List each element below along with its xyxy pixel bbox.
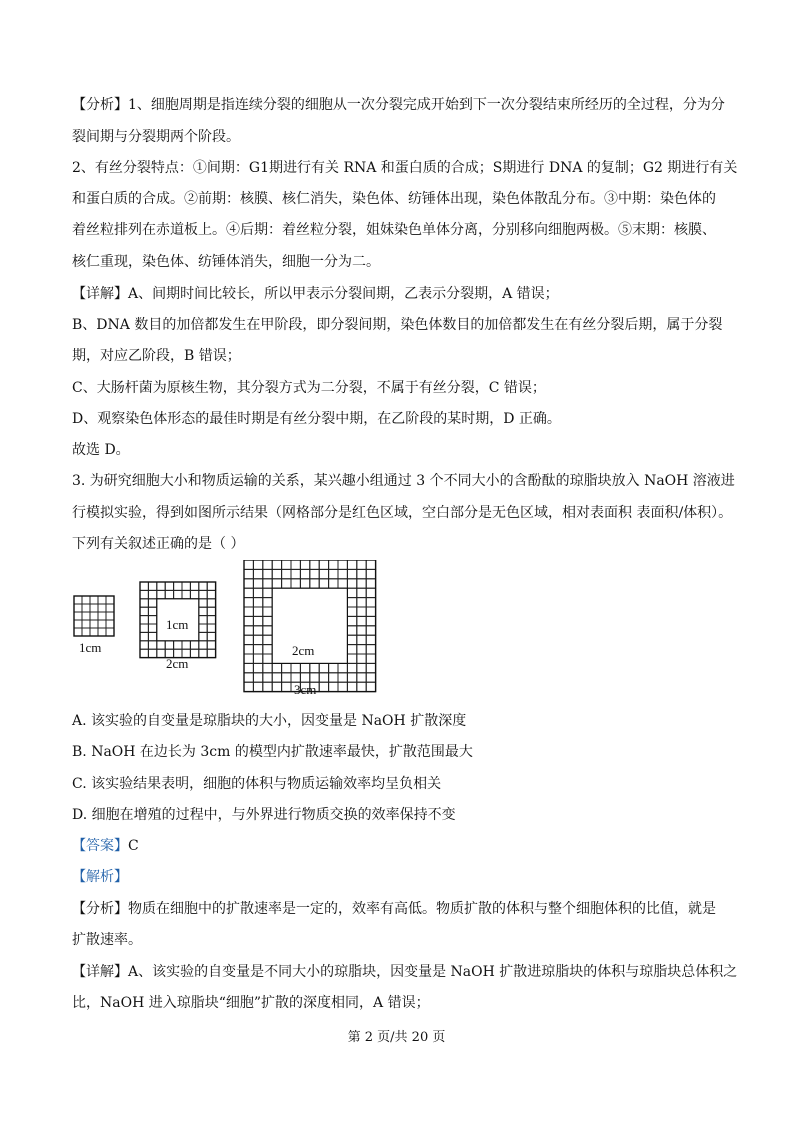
text: A、该实验的自变量是不同大小的琼脂块，因变量是 NaOH 扩散进琼脂块的体积与琼脂块总体积之 bbox=[128, 964, 738, 980]
grid-cell bbox=[272, 579, 281, 588]
grid-cell bbox=[244, 663, 253, 672]
text-line bbox=[72, 899, 716, 919]
grid-cell bbox=[90, 604, 98, 612]
grid-cell bbox=[140, 590, 148, 598]
option-a: A. 该实验的自变量是琼脂块的大小，因变量是 NaOH 扩散深度 bbox=[72, 713, 467, 729]
grid-cell bbox=[106, 620, 114, 628]
agar-block-figure bbox=[70, 560, 390, 700]
grid-cell bbox=[263, 673, 272, 682]
grid-cell bbox=[300, 569, 309, 578]
section-tag: 【分析】 bbox=[72, 901, 128, 917]
grid-cell bbox=[357, 607, 366, 616]
text-line: 裂间期与分裂期两个阶段。 bbox=[72, 129, 240, 145]
question-line: 行模拟实验，得到如图所示结果（网格部分是红色区域，空白部分是无色区域，相对表面积 表面积/体积）。 bbox=[72, 505, 733, 521]
grid-cell bbox=[347, 588, 356, 597]
grid-cell bbox=[310, 579, 319, 588]
grid-cell bbox=[282, 579, 291, 588]
grid-cell bbox=[272, 560, 281, 569]
grid-cell bbox=[347, 635, 356, 644]
grid-cell bbox=[253, 598, 262, 607]
grid-cell bbox=[244, 560, 253, 569]
grid-cell bbox=[272, 663, 281, 672]
grid-cell bbox=[98, 628, 106, 636]
grid-cell bbox=[157, 582, 165, 590]
grid-cell bbox=[272, 682, 281, 691]
grid-cell bbox=[357, 579, 366, 588]
grid-cell bbox=[319, 560, 328, 569]
block-outline bbox=[74, 596, 114, 636]
grid-cell bbox=[366, 626, 375, 635]
question-line: 3. 为研究细胞大小和物质运输的关系，某兴趣小组通过 3 个不同大小的含酚酞的琼脂块放入 NaOH 溶液进 bbox=[72, 473, 735, 489]
grid-cell bbox=[291, 560, 300, 569]
grid-cell bbox=[199, 616, 207, 624]
text-line: 和蛋白质的合成。②前期：核膜、核仁消失，染色体、纺锤体出现，染色体散乱分布。③中期：染色体的 bbox=[72, 191, 716, 207]
page-footer: 第 2 页/共 20 页 bbox=[347, 1030, 446, 1045]
grid-cell bbox=[74, 604, 82, 612]
grid-cell bbox=[338, 560, 347, 569]
grid-cell bbox=[263, 616, 272, 625]
grid-cell bbox=[357, 616, 366, 625]
grid-cell bbox=[329, 569, 338, 578]
grid-cell bbox=[199, 582, 207, 590]
grid-cell bbox=[140, 607, 148, 615]
grid-cell bbox=[357, 673, 366, 682]
grid-cell bbox=[263, 588, 272, 597]
answer-value: C bbox=[128, 838, 139, 854]
grid-cell bbox=[263, 598, 272, 607]
grid-cell bbox=[253, 682, 262, 691]
grid-cell bbox=[90, 596, 98, 604]
grid-cell bbox=[82, 620, 90, 628]
grid-cell bbox=[244, 645, 253, 654]
grid-cell bbox=[90, 612, 98, 620]
grid-cell bbox=[366, 569, 375, 578]
text: A、间期时间比较长，所以甲表示分裂间期，乙表示分裂期，A 错误； bbox=[128, 286, 559, 302]
section-tag: 【详解】 bbox=[72, 286, 128, 302]
grid-cell bbox=[310, 663, 319, 672]
grid-cell bbox=[263, 682, 272, 691]
grid-cell bbox=[263, 645, 272, 654]
grid-cell bbox=[165, 582, 173, 590]
grid-cell bbox=[253, 560, 262, 569]
grid-cell bbox=[148, 599, 156, 607]
grid-cell bbox=[291, 569, 300, 578]
grid-cell bbox=[199, 607, 207, 615]
grid-cell bbox=[253, 635, 262, 644]
grid-cell bbox=[207, 624, 215, 632]
grid-cell bbox=[98, 620, 106, 628]
grid-cell bbox=[366, 645, 375, 654]
grid-cell bbox=[263, 663, 272, 672]
grid-cell bbox=[148, 632, 156, 640]
grid-cell bbox=[253, 569, 262, 578]
grid-cell bbox=[329, 579, 338, 588]
grid-cell bbox=[148, 649, 156, 657]
grid-cell bbox=[174, 641, 182, 649]
grid-cell bbox=[338, 579, 347, 588]
grid-cell bbox=[300, 579, 309, 588]
grid-cell bbox=[199, 599, 207, 607]
grid-cell bbox=[74, 596, 82, 604]
grid-cell bbox=[347, 616, 356, 625]
grid-cell bbox=[148, 607, 156, 615]
grid-cell bbox=[291, 579, 300, 588]
grid-cell bbox=[272, 673, 281, 682]
caption-2cm: 2cm bbox=[166, 656, 189, 671]
grid-cell bbox=[174, 582, 182, 590]
grid-cell bbox=[244, 616, 253, 625]
grid-cell bbox=[357, 598, 366, 607]
text-line: B、DNA 数目的加倍都发生在甲阶段，即分裂间期，染色体数目的加倍都发生在有丝分裂后期，属于分裂 bbox=[72, 317, 723, 333]
grid-cell bbox=[244, 588, 253, 597]
grid-cell bbox=[244, 569, 253, 578]
grid-cell bbox=[244, 682, 253, 691]
grid-cell bbox=[263, 626, 272, 635]
grid-cell bbox=[207, 641, 215, 649]
grid-cell bbox=[148, 641, 156, 649]
grid-cell bbox=[347, 663, 356, 672]
grid-cell bbox=[347, 569, 356, 578]
grid-cell bbox=[148, 624, 156, 632]
grid-cell bbox=[347, 598, 356, 607]
grid-cell bbox=[319, 673, 328, 682]
grid-cell bbox=[90, 628, 98, 636]
grid-cell bbox=[244, 598, 253, 607]
grid-cell bbox=[329, 663, 338, 672]
caption-3cm: 3cm bbox=[294, 682, 317, 697]
text-line: 扩散速率。 bbox=[72, 932, 142, 948]
grid-cell bbox=[174, 590, 182, 598]
grid-cell bbox=[207, 590, 215, 598]
block-3cm bbox=[244, 560, 376, 692]
grid-cell bbox=[300, 663, 309, 672]
grid-cell bbox=[366, 598, 375, 607]
grid-cell bbox=[357, 588, 366, 597]
grid-cell bbox=[82, 596, 90, 604]
grid-cell bbox=[329, 673, 338, 682]
section-tag: 【分析】 bbox=[72, 97, 128, 113]
grid-cell bbox=[329, 560, 338, 569]
grid-cell bbox=[106, 604, 114, 612]
grid-cell bbox=[157, 649, 165, 657]
grid-cell bbox=[253, 579, 262, 588]
grid-cell bbox=[282, 673, 291, 682]
grid-cell bbox=[366, 654, 375, 663]
grid-cell bbox=[347, 626, 356, 635]
grid-cell bbox=[199, 632, 207, 640]
grid-cell bbox=[244, 635, 253, 644]
grid-cell bbox=[366, 560, 375, 569]
grid-cell bbox=[319, 682, 328, 691]
grid-cell bbox=[199, 590, 207, 598]
grid-cell bbox=[157, 590, 165, 598]
grid-cell bbox=[357, 635, 366, 644]
grid-cell bbox=[244, 607, 253, 616]
grid-cell bbox=[207, 607, 215, 615]
grid-cell bbox=[140, 616, 148, 624]
grid-cell bbox=[82, 612, 90, 620]
grid-cell bbox=[366, 673, 375, 682]
grid-cell bbox=[190, 582, 198, 590]
grid-cell bbox=[199, 641, 207, 649]
grid-cell bbox=[148, 616, 156, 624]
grid-cell bbox=[347, 682, 356, 691]
grid-cell bbox=[347, 654, 356, 663]
grid-cell bbox=[366, 579, 375, 588]
text-line: 核仁重现，染色体、纺锤体消失，细胞一分为二。 bbox=[72, 254, 380, 270]
grid-cell bbox=[366, 616, 375, 625]
text-line bbox=[72, 95, 725, 115]
grid-cell bbox=[366, 588, 375, 597]
grid-cell bbox=[74, 620, 82, 628]
grid-cell bbox=[140, 649, 148, 657]
grid-cell bbox=[319, 663, 328, 672]
grid-cell bbox=[329, 682, 338, 691]
grid-cell bbox=[182, 641, 190, 649]
grid-cell bbox=[253, 654, 262, 663]
grid-cell bbox=[98, 596, 106, 604]
grid-cell bbox=[357, 569, 366, 578]
grid-cell bbox=[165, 641, 173, 649]
grid-cell bbox=[253, 645, 262, 654]
text: 1、细胞周期是指连续分裂的细胞从一次分裂完成开始到下一次分裂结束所经历的全过程，分为分 bbox=[128, 97, 725, 113]
grid-cell bbox=[182, 590, 190, 598]
grid-cell bbox=[207, 599, 215, 607]
grid-cell bbox=[347, 607, 356, 616]
option-d: D. 细胞在增殖的过程中，与外界进行物质交换的效率保持不变 bbox=[72, 807, 456, 823]
grid-cell bbox=[310, 560, 319, 569]
grid-cell bbox=[244, 626, 253, 635]
grid-cell bbox=[106, 628, 114, 636]
grid-cell bbox=[140, 599, 148, 607]
grid-cell bbox=[357, 626, 366, 635]
option-b: B. NaOH 在边长为 3cm 的模型内扩散速率最快，扩散范围最大 bbox=[72, 744, 473, 760]
grid-cell bbox=[199, 624, 207, 632]
grid-cell bbox=[310, 569, 319, 578]
text: 物质在细胞中的扩散速率是一定的，效率有高低。物质扩散的体积与整个细胞体积的比值，就是 bbox=[128, 901, 716, 917]
grid-cell bbox=[338, 673, 347, 682]
grid-cell bbox=[190, 641, 198, 649]
text-line bbox=[72, 962, 737, 982]
grid-cell bbox=[357, 654, 366, 663]
text-line: 期，对应乙阶段，B 错误； bbox=[72, 348, 241, 364]
grid-cell bbox=[74, 628, 82, 636]
grid-cell bbox=[300, 560, 309, 569]
grid-cell bbox=[207, 616, 215, 624]
grid-cell bbox=[263, 654, 272, 663]
grid-cell bbox=[263, 569, 272, 578]
grid-cell bbox=[282, 569, 291, 578]
grid-cell bbox=[140, 624, 148, 632]
grid-cell bbox=[253, 607, 262, 616]
grid-cell bbox=[263, 560, 272, 569]
grid-cell bbox=[366, 635, 375, 644]
grid-cell bbox=[157, 641, 165, 649]
grid-cell bbox=[98, 604, 106, 612]
analysis-title: 【解析】 bbox=[72, 869, 128, 885]
grid-cell bbox=[338, 682, 347, 691]
grid-cell bbox=[106, 612, 114, 620]
section-tag: 【详解】 bbox=[72, 964, 128, 980]
grid-cell bbox=[366, 663, 375, 672]
grid-cell bbox=[199, 649, 207, 657]
grid-cell bbox=[182, 582, 190, 590]
grid-cell bbox=[140, 582, 148, 590]
grid-cell bbox=[82, 604, 90, 612]
grid-cell bbox=[244, 673, 253, 682]
text-line: 故选 D。 bbox=[72, 442, 130, 458]
grid-cell bbox=[263, 607, 272, 616]
grid-cell bbox=[282, 663, 291, 672]
text-line: 比，NaOH 进入琼脂块“细胞”扩散的深度相同，A 错误； bbox=[72, 995, 430, 1011]
grid-cell bbox=[253, 626, 262, 635]
grid-cell bbox=[338, 569, 347, 578]
grid-cell bbox=[263, 635, 272, 644]
grid-cell bbox=[148, 590, 156, 598]
grid-cell bbox=[165, 590, 173, 598]
grid-cell bbox=[140, 632, 148, 640]
grid-cell bbox=[300, 673, 309, 682]
grid-cell bbox=[253, 616, 262, 625]
caption-1cm: 1cm bbox=[79, 640, 102, 655]
grid-cell bbox=[319, 579, 328, 588]
grid-cell bbox=[190, 649, 198, 657]
answer-label: 【答案】 bbox=[72, 838, 128, 854]
grid-cell bbox=[148, 582, 156, 590]
grid-cell bbox=[244, 579, 253, 588]
grid-cell bbox=[310, 673, 319, 682]
text-line: C、大肠杆菌为原核生物，其分裂方式为二分裂，不属于有丝分裂，C 错误； bbox=[72, 380, 546, 396]
grid-cell bbox=[90, 620, 98, 628]
text-line: 2、有丝分裂特点：①间期：G1期进行有关 RNA 和蛋白质的合成；S期进行 DNA 的复制；G2 期进行有关 bbox=[72, 160, 738, 176]
grid-cell bbox=[291, 663, 300, 672]
grid-cell bbox=[272, 569, 281, 578]
block-1cm bbox=[74, 596, 114, 636]
grid-cell bbox=[98, 612, 106, 620]
inner-label-2cm: 2cm bbox=[292, 643, 315, 658]
grid-cell bbox=[74, 612, 82, 620]
question-line: 下列有关叙述正确的是（ ） bbox=[72, 536, 245, 552]
grid-cell bbox=[190, 590, 198, 598]
grid-cell bbox=[347, 560, 356, 569]
grid-cell bbox=[207, 582, 215, 590]
grid-cell bbox=[357, 682, 366, 691]
grid-cell bbox=[282, 682, 291, 691]
grid-cell bbox=[282, 560, 291, 569]
option-c: C. 该实验结果表明，细胞的体积与物质运输效率均呈负相关 bbox=[72, 776, 442, 792]
grid-cell bbox=[244, 654, 253, 663]
grid-cell bbox=[357, 560, 366, 569]
grid-cell bbox=[357, 645, 366, 654]
answer-line bbox=[72, 836, 139, 856]
grid-cell bbox=[253, 588, 262, 597]
grid-cell bbox=[347, 579, 356, 588]
grid-cell bbox=[140, 641, 148, 649]
grid-cell bbox=[319, 569, 328, 578]
grid-cell bbox=[253, 673, 262, 682]
grid-cell bbox=[263, 579, 272, 588]
grid-cell bbox=[357, 663, 366, 672]
text-line: 着丝粒排列在赤道板上。④后期：着丝粒分裂，姐妹染色单体分离，分别移向细胞两极。⑤末期：核膜、 bbox=[72, 222, 716, 238]
grid-cell bbox=[207, 649, 215, 657]
grid-cell bbox=[366, 682, 375, 691]
grid-cell bbox=[347, 645, 356, 654]
grid-cell bbox=[106, 596, 114, 604]
inner-label-1cm: 1cm bbox=[166, 617, 189, 632]
grid-cell bbox=[291, 673, 300, 682]
text-line: D、观察染色体形态的最佳时期是有丝分裂中期，在乙阶段的某时期，D 正确。 bbox=[72, 411, 561, 427]
text-line bbox=[72, 284, 559, 304]
grid-cell bbox=[347, 673, 356, 682]
grid-cell bbox=[338, 663, 347, 672]
grid-cell bbox=[366, 607, 375, 616]
grid-cell bbox=[82, 628, 90, 636]
grid-cell bbox=[253, 663, 262, 672]
grid-cell bbox=[207, 632, 215, 640]
